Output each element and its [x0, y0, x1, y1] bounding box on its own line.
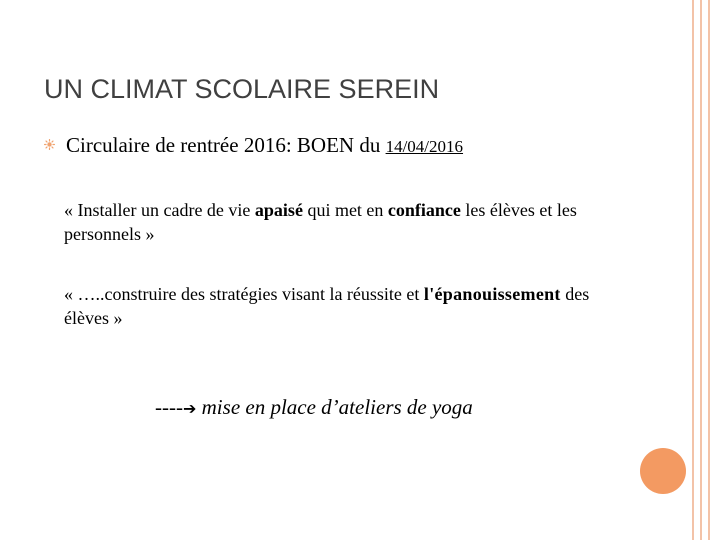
quote2-bold-epanouissement: l'épanouissement: [423, 284, 561, 304]
quote2-part2: des élèves »: [64, 284, 590, 328]
conclusion: [155, 395, 473, 420]
bullet-text: [66, 133, 463, 158]
quote1-part1: « Installer un cadre de vie: [64, 200, 255, 220]
decorative-circle: [640, 448, 686, 494]
quote2-part1: « …..construire des stratégies visant la réussite et: [64, 284, 424, 304]
quote-installer: [64, 198, 624, 246]
quote-construire: [64, 282, 624, 330]
quote1-bold-apaise: apaisé: [254, 200, 303, 220]
sun-icon: [44, 139, 55, 150]
arrow-right-icon: ➔: [182, 399, 197, 418]
conclusion-text: mise en place d’ateliers de yoga: [196, 395, 473, 419]
frame-line-left: [692, 0, 694, 540]
boen-date: 14/04/2016: [385, 137, 464, 156]
slide-title: UN CLIMAT SCOLAIRE SEREIN: [44, 74, 440, 104]
conclusion-dashes: ----: [155, 395, 183, 419]
quote1-part3: les élèves et les personnels »: [64, 200, 577, 244]
quote1-part2: qui met en: [302, 200, 388, 220]
frame-line-middle: [700, 0, 702, 540]
circular-reference: Circulaire de rentrée 2016: BOEN du: [66, 133, 386, 157]
frame-line-right: [708, 0, 710, 540]
quote1-bold-confiance: confiance: [387, 200, 461, 220]
